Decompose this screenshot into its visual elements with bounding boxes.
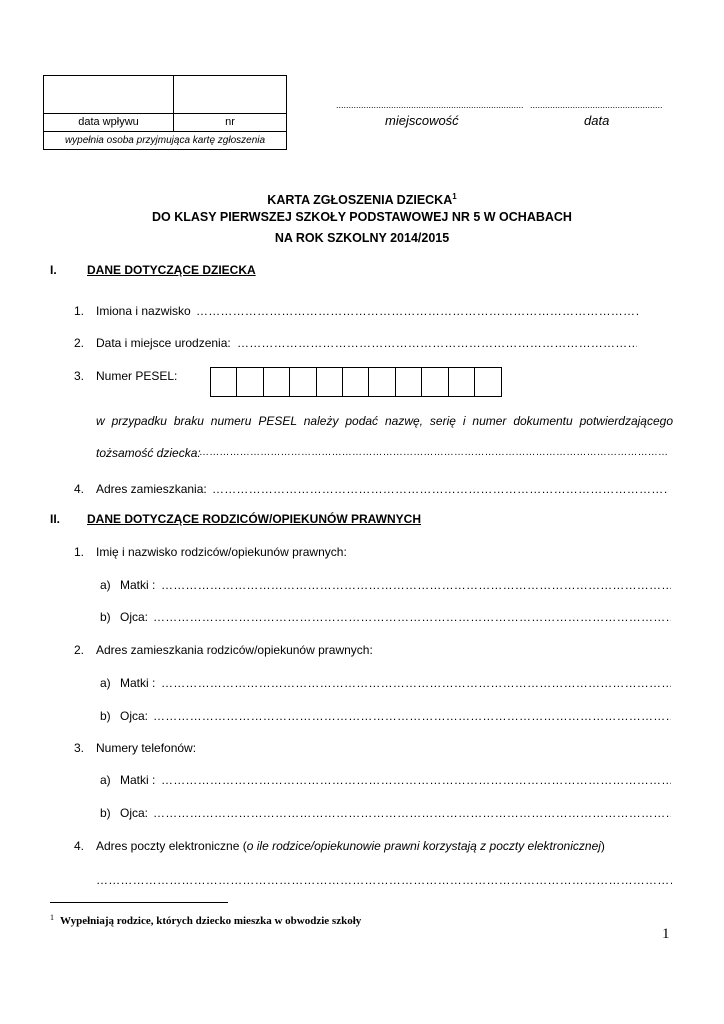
place-label: miejscowość [385, 113, 459, 128]
section-1-number: I. [50, 263, 57, 277]
pesel-digit-box[interactable] [264, 368, 290, 396]
birth-date-place-field[interactable] [237, 336, 637, 350]
item-4-num: 4. [74, 482, 85, 496]
item-2-label: Data i miejsce urodzenia: [96, 336, 231, 350]
sub-a: a) [100, 676, 111, 690]
pesel-digit-box[interactable] [343, 368, 369, 396]
item-1-label: Imiona i nazwisko [96, 304, 191, 318]
intake-blank-row [44, 76, 286, 114]
date-label: data [584, 113, 610, 128]
mother-address-field[interactable] [161, 676, 671, 690]
title-line-2: DO KLASY PIERWSZEJ SZKOŁY PODSTAWOWEJ NR 5 W OCHABACH [152, 210, 572, 224]
footnote [50, 911, 361, 928]
place-blank[interactable] [336, 100, 524, 110]
s2-item-3-label: Numery telefonów: [96, 741, 197, 755]
mother-name-field[interactable] [161, 578, 671, 592]
intake-number-cell[interactable] [174, 76, 286, 113]
mother-label: Matki : [120, 578, 156, 592]
item-4-label: Adres zamieszkania: [96, 482, 207, 496]
pesel-digit-box[interactable] [475, 368, 501, 396]
pesel-note-2: tożsamość dziecka: [96, 446, 201, 460]
email-label-italic: o ile rodzice/opiekunowie prawni korzystają z poczty elektronicznej [246, 839, 601, 853]
s2-item-4-label [96, 839, 605, 853]
email-field[interactable] [96, 873, 672, 887]
father-label: Ojca: [120, 709, 149, 723]
item-3-num: 3. [74, 369, 85, 383]
mother-label: Matki : [120, 773, 156, 787]
father-address-field[interactable] [153, 709, 671, 723]
section-2-number: II. [50, 512, 61, 526]
item-1-num: 1. [74, 304, 85, 318]
pesel-note: w przypadku braku numeru PESEL należy podać nazwę, serię i numer dokumentu potwierdzającego [96, 414, 673, 428]
title-line-1: KARTA ZGŁOSZENIA DZIECKA [267, 193, 453, 207]
pesel-boxes [210, 367, 502, 397]
title-line-3: NA ROK SZKOLNY 2014/2015 [274, 231, 450, 245]
footnote-divider [50, 902, 228, 903]
sub-b: b) [100, 806, 111, 820]
pesel-digit-box[interactable] [422, 368, 448, 396]
section-2-title: DANE DOTYCZĄCE RODZICÓW/OPIEKUNÓW PRAWNYCH [87, 512, 421, 526]
sub-b: b) [100, 709, 111, 723]
pesel-digit-box[interactable] [237, 368, 263, 396]
pesel-digit-box[interactable] [449, 368, 475, 396]
child-address-field[interactable] [212, 482, 668, 496]
father-label: Ojca: [120, 610, 149, 624]
pesel-digit-box[interactable] [290, 368, 316, 396]
s2-item-2-num: 2. [74, 643, 85, 657]
email-label-end: ) [600, 839, 605, 853]
s2-item-4-num: 4. [74, 839, 85, 853]
footnote-text: Wypełniają rodzice, których dziecko mieszka w obwodzie szkoły [60, 915, 362, 927]
sub-a: a) [100, 578, 111, 592]
identity-document-field[interactable] [199, 446, 667, 460]
intake-filled-by: wypełnia osoba przyjmująca kartę zgłoszenia [64, 135, 266, 146]
s2-item-1-num: 1. [74, 545, 85, 559]
page-number: 1 [662, 926, 670, 942]
intake-labels-row [44, 114, 286, 132]
pesel-digit-box[interactable] [211, 368, 237, 396]
intake-number-label: nr [225, 116, 235, 128]
s2-item-1-label: Imię i nazwisko rodziców/opiekunów prawnych: [96, 545, 347, 559]
email-label-start: Adres poczty elektroniczne ( [96, 839, 247, 853]
item-2-num: 2. [74, 336, 85, 350]
section-1-title: DANE DOTYCZĄCE DZIECKA [87, 263, 256, 277]
father-label: Ojca: [120, 806, 149, 820]
sub-a: a) [100, 773, 111, 787]
child-name-field[interactable] [196, 304, 640, 318]
pesel-digit-box[interactable] [317, 368, 343, 396]
date-blank[interactable] [530, 100, 662, 110]
intake-box [43, 75, 287, 150]
mother-phone-field[interactable] [161, 773, 671, 787]
father-name-field[interactable] [153, 610, 671, 624]
sub-b: b) [100, 610, 111, 624]
pesel-digit-box[interactable] [396, 368, 422, 396]
item-3-label: Numer PESEL: [96, 369, 178, 383]
s2-item-2-label: Adres zamieszkania rodziców/opiekunów prawnych: [96, 643, 373, 657]
s2-item-3-num: 3. [74, 741, 85, 755]
intake-date-label: data wpływu [44, 114, 174, 131]
intake-date-cell[interactable] [44, 76, 174, 113]
footnote-mark: 1 [50, 913, 54, 922]
pesel-digit-box[interactable] [369, 368, 395, 396]
title-footnote-mark: 1 [452, 192, 457, 201]
mother-label: Matki : [120, 676, 156, 690]
father-phone-field[interactable] [153, 806, 671, 820]
